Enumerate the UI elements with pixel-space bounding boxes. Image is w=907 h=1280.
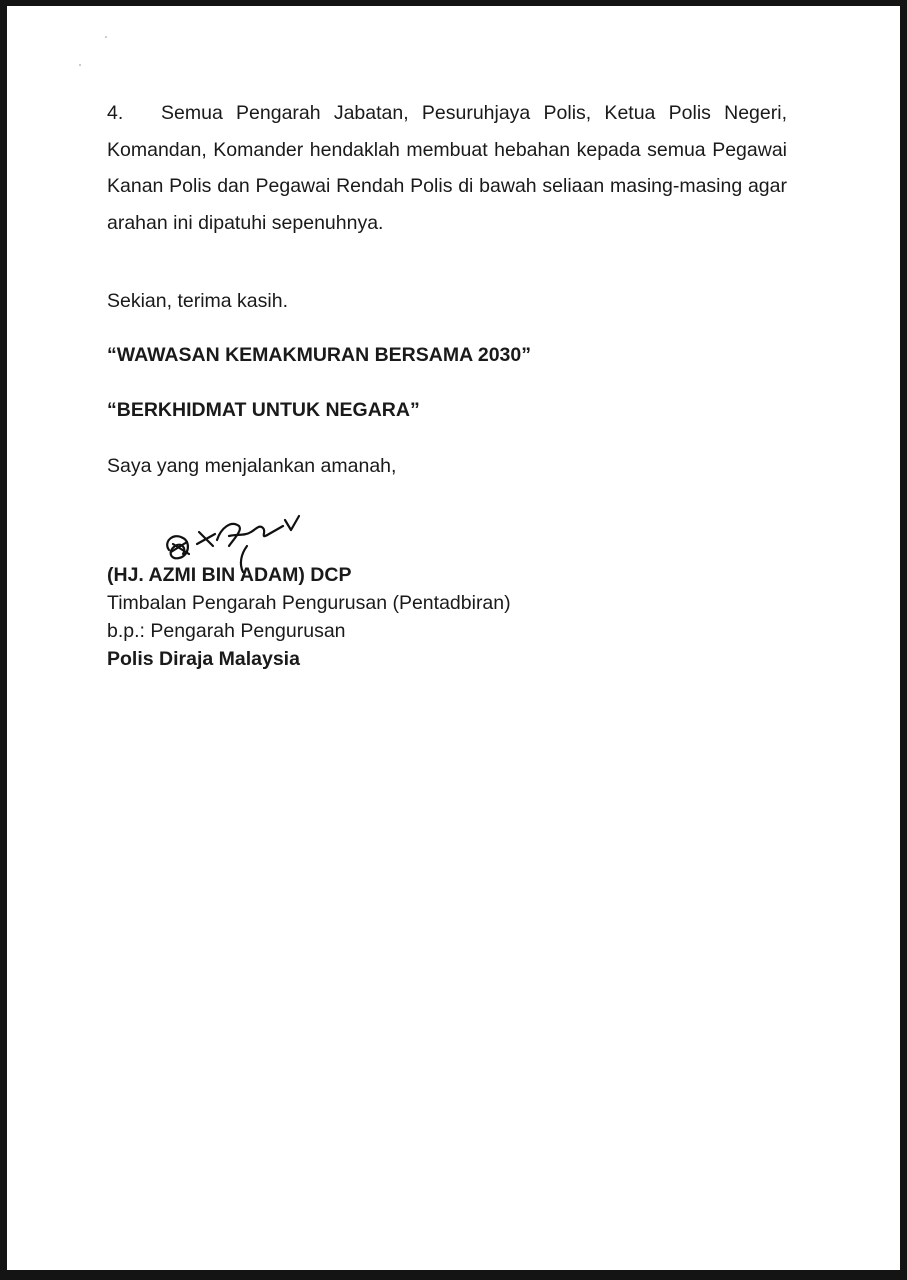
signatory-name: (HJ. AZMI BIN ADAM) DCP: [107, 564, 352, 586]
motto-wawasan: “WAWASAN KEMAKMURAN BERSAMA 2030”: [107, 344, 531, 366]
closing-line: Sekian, terima kasih.: [107, 290, 288, 312]
paper-speck: [105, 36, 107, 38]
paper-speck: [79, 64, 81, 66]
signatory-organization: Polis Diraja Malaysia: [107, 648, 300, 670]
paragraph-number: 4.: [107, 102, 124, 124]
paragraph-4: [107, 95, 787, 241]
signatory-block: [107, 561, 511, 673]
signatory-on-behalf: b.p.: Pengarah Pengurusan: [107, 620, 346, 642]
signatory-position: Timbalan Pengarah Pengurusan (Pentadbiran): [107, 592, 511, 614]
sign-off-line: Saya yang menjalankan amanah,: [107, 455, 397, 477]
document-page: [7, 6, 900, 1270]
paragraph-text: Semua Pengarah Jabatan, Pesuruhjaya Polis, Ketua Polis Negeri, Komandan, Komander hendaklah membuat hebahan kepada semua Pegawai Kanan Polis dan Pegawai Rendah Polis di bawah seliaan masing-masing agar arahan ini dipatuhi sepenuhnya.: [107, 102, 787, 234]
motto-berkhidmat: “BERKHIDMAT UNTUK NEGARA”: [107, 399, 420, 421]
